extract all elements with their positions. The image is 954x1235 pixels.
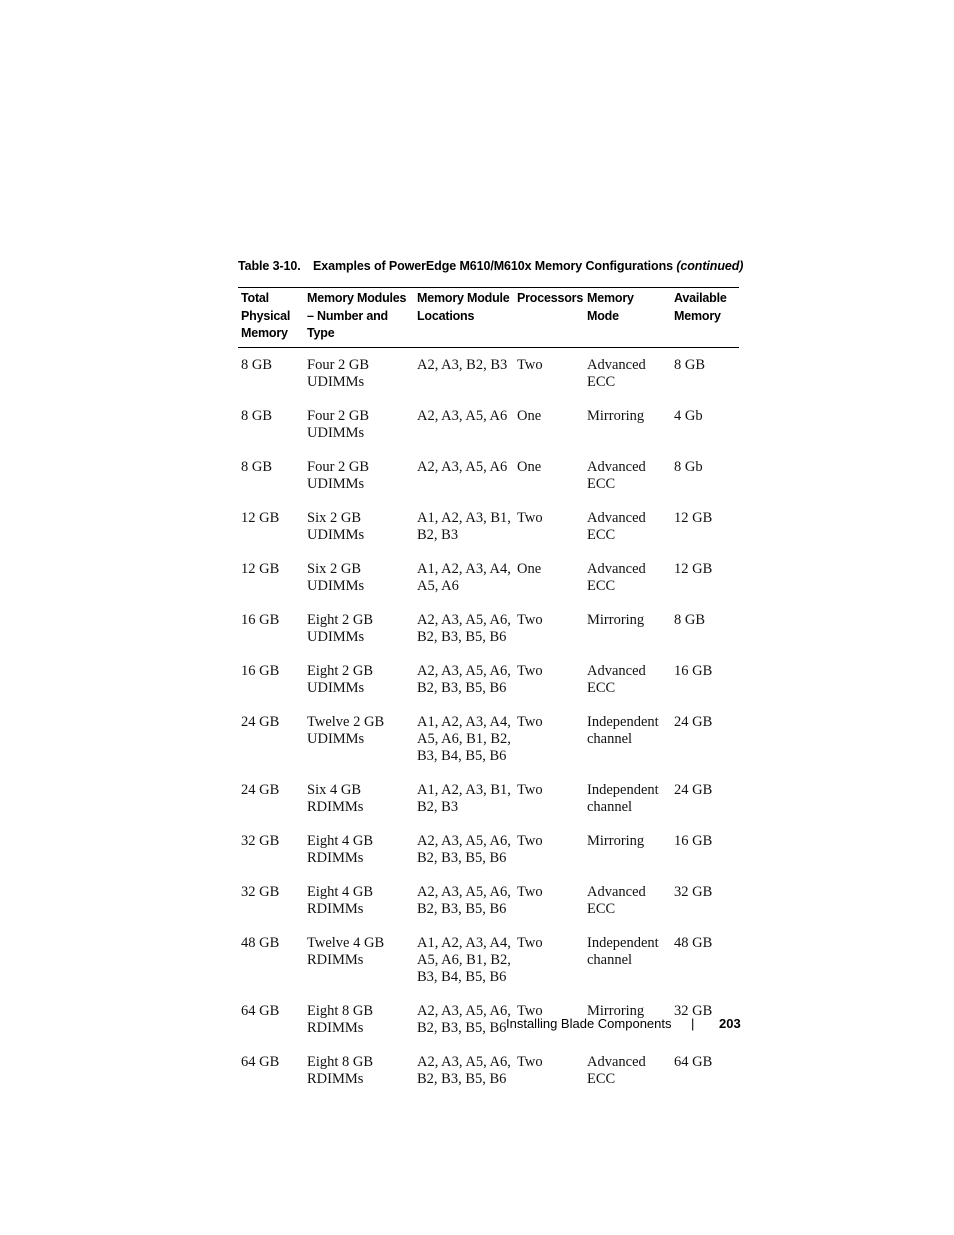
cell-available (674, 510, 712, 527)
cell-available (674, 714, 712, 731)
cell-line: RDIMMs (307, 799, 364, 815)
cell-locations (417, 833, 511, 867)
cell-available (674, 833, 712, 850)
cell-available (674, 663, 712, 680)
cell-line: B2, B3, B5, B6 (417, 1020, 507, 1036)
table-row (238, 348, 739, 399)
cell-line: 12 GB (241, 561, 280, 577)
cell-total-memory (241, 935, 279, 952)
cell-line: ECC (587, 374, 616, 390)
cell-modules (307, 561, 364, 595)
cell-total-memory (241, 833, 279, 850)
cell-line: Mirroring (587, 833, 645, 849)
cell-line: B2, B3, B5, B6 (417, 1071, 507, 1087)
cell-processors (517, 459, 541, 476)
cell-available (674, 357, 705, 374)
table-row (238, 399, 739, 450)
cell-line: A1, A2, A3, A4, (417, 561, 511, 577)
cell-line: Eight 4 GB (307, 833, 374, 849)
memory-config-table (238, 287, 739, 1096)
footer-separator: | (691, 1016, 695, 1031)
table-row (238, 705, 739, 773)
cell-available (674, 561, 712, 578)
cell-line: UDIMMs (307, 425, 365, 441)
cell-line: 48 GB (241, 935, 280, 951)
cell-line: 48 GB (674, 935, 713, 951)
cell-total-memory (241, 884, 279, 901)
cell-line: UDIMMs (307, 578, 365, 594)
cell-total-memory (241, 408, 272, 425)
cell-modules (307, 714, 384, 748)
cell-line: channel (587, 731, 633, 747)
cell-locations (417, 782, 511, 816)
cell-line: Eight 8 GB (307, 1003, 374, 1019)
cell-modules (307, 1054, 373, 1088)
cell-line: Advanced (587, 561, 646, 577)
cell-line: RDIMMs (307, 1020, 364, 1036)
cell-available (674, 459, 703, 476)
cell-line: 16 GB (241, 612, 280, 628)
cell-processors (517, 884, 543, 901)
cell-locations (417, 357, 507, 374)
cell-line: B2, B3, B5, B6 (417, 629, 507, 645)
cell-line: Two (517, 510, 543, 526)
cell-line: Mirroring (587, 612, 645, 628)
cell-locations (417, 1054, 511, 1088)
cell-line: Two (517, 935, 543, 951)
cell-line: Two (517, 1054, 543, 1070)
cell-line: ECC (587, 578, 616, 594)
cell-line: 32 GB (674, 884, 713, 900)
cell-modules (307, 408, 369, 442)
cell-processors (517, 561, 541, 578)
cell-processors (517, 357, 543, 374)
cell-line: 16 GB (241, 663, 280, 679)
cell-line: A1, A2, A3, B1, (417, 510, 511, 526)
cell-locations (417, 714, 511, 765)
cell-total-memory (241, 782, 279, 799)
cell-processors (517, 935, 543, 952)
cell-line: UDIMMs (307, 731, 365, 747)
cell-mode (587, 663, 646, 697)
cell-processors (517, 782, 543, 799)
cell-line: 24 GB (674, 782, 713, 798)
table-row (238, 501, 739, 552)
header-total-physical-memory: Total Physical Memory (241, 291, 291, 340)
cell-line: Advanced (587, 1054, 646, 1070)
cell-mode (587, 935, 659, 969)
cell-line: Advanced (587, 510, 646, 526)
cell-locations (417, 1003, 511, 1037)
cell-line: 8 GB (674, 612, 706, 628)
cell-line: A2, A3, A5, A6, (417, 663, 511, 679)
cell-mode (587, 1054, 646, 1088)
cell-modules (307, 782, 363, 816)
cell-locations (417, 663, 511, 697)
cell-line: 64 GB (674, 1054, 713, 1070)
cell-total-memory (241, 561, 279, 578)
cell-modules (307, 612, 373, 646)
cell-line: One (517, 408, 542, 424)
cell-line: B2, B3, B5, B6 (417, 901, 507, 917)
header-memory-mode: Memory Mode (587, 291, 634, 323)
cell-locations (417, 459, 507, 476)
cell-locations (417, 884, 511, 918)
cell-line: Two (517, 663, 543, 679)
cell-processors (517, 833, 543, 850)
cell-total-memory (241, 1054, 279, 1071)
cell-mode (587, 612, 644, 629)
cell-line: 12 GB (241, 510, 280, 526)
cell-modules (307, 1003, 373, 1037)
cell-line: RDIMMs (307, 901, 364, 917)
cell-line: ECC (587, 901, 616, 917)
cell-mode (587, 408, 644, 425)
cell-line: channel (587, 799, 633, 815)
cell-line: 64 GB (241, 1054, 280, 1070)
table-row (238, 773, 739, 824)
cell-line: 32 GB (241, 833, 280, 849)
cell-modules (307, 833, 373, 867)
cell-locations (417, 561, 511, 595)
cell-line: Mirroring (587, 408, 645, 424)
cell-line: B2, B3 (417, 527, 459, 543)
cell-line: 8 GB (241, 459, 273, 475)
cell-line: A5, A6, B1, B2, (417, 952, 511, 968)
cell-line: Mirroring (587, 1003, 645, 1019)
cell-line: A1, A2, A3, A4, (417, 714, 511, 730)
cell-line: RDIMMs (307, 1071, 364, 1087)
table-row (238, 1045, 739, 1096)
table-row (238, 926, 739, 994)
cell-line: Six 2 GB (307, 510, 361, 526)
cell-available (674, 612, 705, 629)
cell-line: A2, A3, A5, A6, (417, 1054, 511, 1070)
cell-line: Six 4 GB (307, 782, 361, 798)
table-continued-note: (continued) (676, 259, 744, 273)
cell-locations (417, 408, 507, 425)
header-available-memory: Available Memory (674, 291, 727, 323)
cell-line: RDIMMs (307, 850, 364, 866)
cell-line: A2, A3, B2, B3 (417, 357, 508, 373)
cell-modules (307, 357, 369, 391)
cell-line: Four 2 GB (307, 408, 370, 424)
cell-line: A2, A3, A5, A6 (417, 459, 508, 475)
cell-total-memory (241, 714, 279, 731)
table-number: Table 3-10. (238, 259, 301, 273)
table-body (238, 348, 739, 1096)
cell-line: A1, A2, A3, B1, (417, 782, 511, 798)
cell-line: A2, A3, A5, A6, (417, 833, 511, 849)
cell-line: Twelve 4 GB (307, 935, 385, 951)
cell-line: UDIMMs (307, 527, 365, 543)
cell-line: Six 2 GB (307, 561, 361, 577)
cell-line: B2, B3, B5, B6 (417, 680, 507, 696)
header-processors: Processors (517, 291, 584, 305)
table-row (238, 603, 739, 654)
cell-processors (517, 408, 541, 425)
cell-line: Two (517, 884, 543, 900)
cell-line: Two (517, 833, 543, 849)
cell-mode (587, 561, 646, 595)
cell-line: Eight 4 GB (307, 884, 374, 900)
cell-line: Two (517, 714, 543, 730)
cell-line: 8 Gb (674, 459, 703, 475)
cell-locations (417, 612, 511, 646)
footer-section-title: Installing Blade Components (506, 1016, 672, 1031)
cell-line: A2, A3, A5, A6, (417, 884, 511, 900)
cell-line: Four 2 GB (307, 459, 370, 475)
cell-line: 32 GB (674, 1003, 713, 1019)
cell-processors (517, 1054, 543, 1071)
cell-line: UDIMMs (307, 374, 365, 390)
cell-processors (517, 510, 543, 527)
cell-line: B2, B3 (417, 799, 459, 815)
cell-total-memory (241, 1003, 279, 1020)
cell-available (674, 1054, 712, 1071)
cell-line: ECC (587, 476, 616, 492)
cell-line: A2, A3, A5, A6, (417, 1003, 511, 1019)
cell-line: 8 GB (241, 357, 273, 373)
cell-mode (587, 510, 646, 544)
cell-mode (587, 459, 646, 493)
cell-line: Four 2 GB (307, 357, 370, 373)
cell-line: One (517, 561, 542, 577)
cell-line: Eight 2 GB (307, 612, 374, 628)
cell-line: UDIMMs (307, 476, 365, 492)
cell-available (674, 935, 712, 952)
cell-line: A5, A6 (417, 578, 459, 594)
cell-available (674, 782, 712, 799)
cell-line: B2, B3, B5, B6 (417, 850, 507, 866)
cell-line: 32 GB (241, 884, 280, 900)
cell-modules (307, 459, 369, 493)
cell-line: Two (517, 782, 543, 798)
cell-locations (417, 935, 511, 986)
page-footer (506, 1016, 741, 1031)
cell-available (674, 408, 703, 425)
cell-modules (307, 884, 373, 918)
header-memory-modules: Memory Modules – Number and Type (307, 291, 407, 340)
cell-line: ECC (587, 680, 616, 696)
cell-line: Independent (587, 935, 659, 951)
cell-processors (517, 714, 543, 731)
cell-locations (417, 510, 511, 544)
cell-mode (587, 884, 646, 918)
cell-line: 64 GB (241, 1003, 280, 1019)
cell-line: Independent (587, 782, 659, 798)
table-row (238, 875, 739, 926)
cell-line: UDIMMs (307, 629, 365, 645)
cell-line: channel (587, 952, 633, 968)
cell-available (674, 884, 712, 901)
cell-mode (587, 357, 646, 391)
header-memory-module-locations: Memory Module Locations (417, 291, 510, 323)
cell-modules (307, 510, 364, 544)
cell-line: Eight 2 GB (307, 663, 374, 679)
cell-line: Eight 8 GB (307, 1054, 374, 1070)
cell-total-memory (241, 459, 272, 476)
cell-line: A2, A3, A5, A6 (417, 408, 508, 424)
cell-line: 24 GB (241, 782, 280, 798)
cell-total-memory (241, 357, 272, 374)
cell-line: A2, A3, A5, A6, (417, 612, 511, 628)
cell-line: Independent (587, 714, 659, 730)
table-row (238, 824, 739, 875)
cell-line: One (517, 459, 542, 475)
cell-mode (587, 833, 644, 850)
table-row (238, 552, 739, 603)
cell-line: Advanced (587, 884, 646, 900)
cell-processors (517, 612, 543, 629)
cell-total-memory (241, 510, 279, 527)
cell-mode (587, 782, 659, 816)
cell-line: 8 GB (241, 408, 273, 424)
cell-line: Advanced (587, 663, 646, 679)
table-row (238, 450, 739, 501)
cell-line: Advanced (587, 459, 646, 475)
cell-line: RDIMMs (307, 952, 364, 968)
cell-line: B3, B4, B5, B6 (417, 748, 507, 764)
cell-line: 16 GB (674, 663, 713, 679)
cell-line: 12 GB (674, 561, 713, 577)
cell-total-memory (241, 663, 279, 680)
cell-line: 12 GB (674, 510, 713, 526)
cell-line: ECC (587, 527, 616, 543)
cell-line: A5, A6, B1, B2, (417, 731, 511, 747)
cell-line: Two (517, 612, 543, 628)
cell-modules (307, 663, 373, 697)
cell-line: Advanced (587, 357, 646, 373)
table-title: Examples of PowerEdge M610/M610x Memory Configurations (313, 259, 673, 273)
cell-processors (517, 663, 543, 680)
table-caption (238, 259, 743, 273)
cell-modules (307, 935, 384, 969)
cell-line: UDIMMs (307, 680, 365, 696)
cell-line: Two (517, 357, 543, 373)
cell-line: A1, A2, A3, A4, (417, 935, 511, 951)
cell-mode (587, 714, 659, 748)
cell-line: 16 GB (674, 833, 713, 849)
cell-line: 24 GB (674, 714, 713, 730)
cell-line: 24 GB (241, 714, 280, 730)
cell-line: B3, B4, B5, B6 (417, 969, 507, 985)
table-header-row (238, 287, 739, 348)
table-row (238, 654, 739, 705)
cell-line: ECC (587, 1071, 616, 1087)
cell-line: 4 Gb (674, 408, 703, 424)
cell-line: 8 GB (674, 357, 706, 373)
cell-line: Two (517, 1003, 543, 1019)
cell-total-memory (241, 612, 279, 629)
page-number: 203 (719, 1016, 741, 1031)
cell-line: Twelve 2 GB (307, 714, 385, 730)
